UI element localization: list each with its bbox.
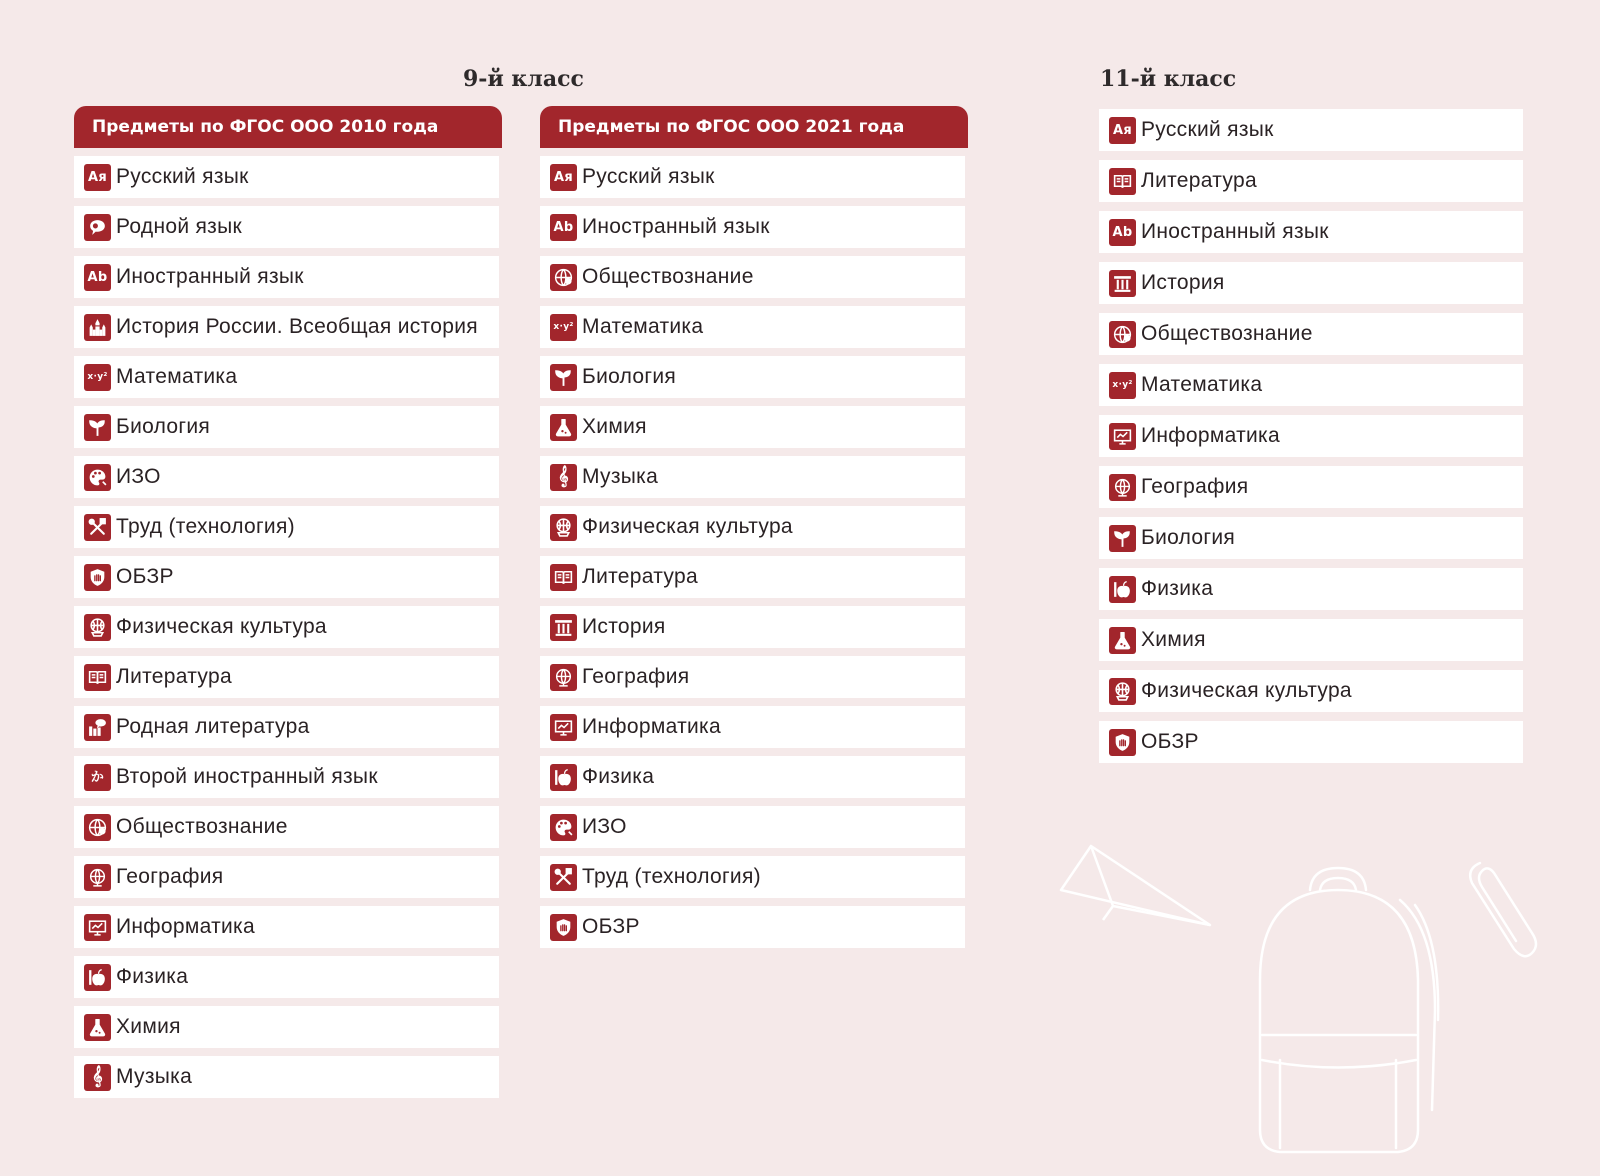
sprout-icon	[84, 414, 111, 441]
fgos2021-item	[540, 556, 965, 598]
book-icon	[1109, 168, 1136, 195]
fgos2021-column	[540, 106, 968, 948]
fgos2010-item-label: Обществознание	[116, 815, 288, 838]
apple-icon	[84, 964, 111, 991]
fgos2021-item	[540, 306, 965, 348]
grade11-item-label: Физическая культура	[1141, 679, 1352, 702]
fgos2010-list	[74, 156, 502, 1098]
shield-hand-icon	[84, 564, 111, 591]
grade11-item-label: Иностранный язык	[1141, 220, 1329, 243]
fgos2010-item	[74, 856, 499, 898]
grade11-item-label: История	[1141, 271, 1225, 294]
fgos2021-item	[540, 256, 965, 298]
fgos2021-item-label: Математика	[582, 315, 704, 338]
basketball-icon	[1109, 678, 1136, 705]
fgos2021-item-label: ОБЗР	[582, 915, 640, 938]
grade11-item-label: География	[1141, 475, 1249, 498]
fgos2010-item	[74, 606, 499, 648]
paper-plane-icon	[1055, 840, 1215, 930]
fgos2021-item-label: Литература	[582, 565, 698, 588]
fgos2010-item-label: Иностранный язык	[116, 265, 304, 288]
fgos2010-item-label: Родная литература	[116, 715, 310, 738]
grade11-item	[1099, 517, 1523, 559]
globe-icon	[550, 664, 577, 691]
fgos2010-item-label: Физическая культура	[116, 615, 327, 638]
globe-people-icon	[1109, 321, 1136, 348]
fgos2010-item-label: Русский язык	[116, 165, 249, 188]
fgos2021-item-label: Химия	[582, 415, 647, 438]
fgos2021-item	[540, 756, 965, 798]
grade11-item	[1099, 364, 1523, 406]
fgos2021-item	[540, 656, 965, 698]
globe-people-icon	[550, 264, 577, 291]
fgos2021-item-label: Труд (технология)	[582, 865, 761, 888]
fgos2021-header: Предметы по ФГОС ООО 2021 года	[540, 106, 968, 148]
grade11-item-label: Математика	[1141, 373, 1263, 396]
apple-icon	[550, 764, 577, 791]
grade11-item-label: Обществознание	[1141, 322, 1313, 345]
fgos2010-item	[74, 256, 499, 298]
fgos2010-item-label: Родной язык	[116, 215, 242, 238]
fgos2010-item-label: Второй иностранный язык	[116, 765, 378, 788]
grade11-title: 11-й класс	[1100, 66, 1237, 92]
fgos2010-item-label: Музыка	[116, 1065, 193, 1088]
flask-icon	[84, 1014, 111, 1041]
fgos2021-item-label: Иностранный язык	[582, 215, 770, 238]
fgos2021-item-label: Физическая культура	[582, 515, 793, 538]
fgos2010-item	[74, 206, 499, 248]
fgos2021-item	[540, 206, 965, 248]
grade11-item-label: Химия	[1141, 628, 1206, 651]
grade9-title: 9-й класс	[463, 66, 584, 92]
fgos2010-item	[74, 156, 499, 198]
fgos2021-item-label: ИЗО	[582, 815, 627, 838]
fgos2010-item-label: Литература	[116, 665, 232, 688]
formula-icon: x·y²	[550, 314, 577, 341]
fgos2010-item-label: Математика	[116, 365, 238, 388]
shield-hand-icon	[1109, 729, 1136, 756]
fgos2021-item	[540, 706, 965, 748]
grade11-column	[1099, 109, 1523, 763]
grade11-item-label: Русский язык	[1141, 118, 1274, 141]
formula-icon: x·y²	[84, 364, 111, 391]
grade11-item-label: ОБЗР	[1141, 730, 1199, 753]
grade11-item-label: Информатика	[1141, 424, 1280, 447]
grade11-item	[1099, 211, 1523, 253]
palette-icon	[550, 814, 577, 841]
books-bubble-icon	[84, 714, 111, 741]
ab-letters-icon: Ab	[550, 214, 577, 241]
column-icon	[1109, 270, 1136, 297]
fgos2021-item-label: Информатика	[582, 715, 721, 738]
sprout-icon	[1109, 525, 1136, 552]
fgos2021-item	[540, 356, 965, 398]
grade11-item-label: Физика	[1141, 577, 1214, 600]
treble-clef-icon: 𝄞	[550, 464, 577, 491]
fgos2010-item	[74, 406, 499, 448]
fgos2021-item	[540, 806, 965, 848]
basketball-icon	[84, 614, 111, 641]
fgos2010-item-label: Информатика	[116, 915, 255, 938]
tools-icon	[550, 864, 577, 891]
grade11-item	[1099, 670, 1523, 712]
fgos2021-item-label: Музыка	[582, 465, 659, 488]
fgos2010-item	[74, 1006, 499, 1048]
fgos2010-item	[74, 1056, 499, 1098]
ru-letters-icon: Ая	[1109, 117, 1136, 144]
flask-icon	[550, 414, 577, 441]
kremlin-icon	[84, 314, 111, 341]
fgos2010-item	[74, 956, 499, 998]
ru-letters-icon: Ая	[84, 164, 111, 191]
fgos2021-item	[540, 406, 965, 448]
backpack-icon	[1240, 860, 1440, 1160]
fgos2021-item	[540, 456, 965, 498]
grade11-item	[1099, 721, 1523, 763]
grade11-item	[1099, 160, 1523, 202]
globe-icon	[84, 864, 111, 891]
ab-letters-icon: Ab	[1109, 219, 1136, 246]
fgos2021-item	[540, 156, 965, 198]
monitor-icon	[84, 914, 111, 941]
globe-icon	[1109, 474, 1136, 501]
grade11-item-label: Литература	[1141, 169, 1257, 192]
fgos2010-item	[74, 506, 499, 548]
tools-icon	[84, 514, 111, 541]
fgos2010-item-label: История России. Всеобщая история	[116, 315, 478, 338]
flask-icon	[1109, 627, 1136, 654]
fgos2010-item-label: Физика	[116, 965, 189, 988]
fgos2010-item	[74, 456, 499, 498]
grade11-item	[1099, 568, 1523, 610]
fgos2021-item-label: Русский язык	[582, 165, 715, 188]
fgos2010-item-label: ИЗО	[116, 465, 161, 488]
fgos2010-item	[74, 656, 499, 698]
kana-icon: か	[84, 764, 111, 791]
apple-icon	[1109, 576, 1136, 603]
fgos2010-header: Предметы по ФГОС ООО 2010 года	[74, 106, 502, 148]
fgos2021-item-label: Физика	[582, 765, 655, 788]
palette-icon	[84, 464, 111, 491]
monitor-icon	[550, 714, 577, 741]
grade11-list	[1099, 109, 1523, 763]
book-icon	[84, 664, 111, 691]
grade11-item	[1099, 619, 1523, 661]
fgos2021-list	[540, 156, 968, 948]
monitor-icon	[1109, 423, 1136, 450]
fgos2010-item	[74, 806, 499, 848]
grade11-item	[1099, 313, 1523, 355]
fgos2021-item	[540, 506, 965, 548]
fgos2010-item-label: Биология	[116, 415, 211, 438]
globe-people-icon	[84, 814, 111, 841]
fgos2021-item-label: История	[582, 615, 666, 638]
fgos2021-item-label: Биология	[582, 365, 677, 388]
fgos2010-column	[74, 106, 502, 1098]
fgos2010-item	[74, 356, 499, 398]
shield-hand-icon	[550, 914, 577, 941]
ab-letters-icon: Ab	[84, 264, 111, 291]
grade11-item	[1099, 262, 1523, 304]
fgos2021-item-label: Обществознание	[582, 265, 754, 288]
ru-letters-icon: Ая	[550, 164, 577, 191]
fgos2010-item-label: Химия	[116, 1015, 181, 1038]
fgos2010-item-label: География	[116, 865, 224, 888]
book-icon	[550, 564, 577, 591]
fgos2010-item	[74, 556, 499, 598]
grade11-item	[1099, 109, 1523, 151]
grade11-item	[1099, 415, 1523, 457]
basketball-icon	[550, 514, 577, 541]
treble-clef-icon: 𝄞	[84, 1064, 111, 1091]
fgos2010-item-label: Труд (технология)	[116, 515, 295, 538]
fgos2010-item	[74, 306, 499, 348]
fgos2021-item	[540, 606, 965, 648]
fgos2010-item	[74, 906, 499, 948]
grade11-item-label: Биология	[1141, 526, 1236, 549]
fgos2021-item	[540, 906, 965, 948]
fgos2010-item	[74, 756, 499, 798]
fgos2021-item	[540, 856, 965, 898]
speech-bubble-icon	[84, 214, 111, 241]
fgos2010-item-label: ОБЗР	[116, 565, 174, 588]
formula-icon: x·y²	[1109, 372, 1136, 399]
column-icon	[550, 614, 577, 641]
fgos2010-item	[74, 706, 499, 748]
sprout-icon	[550, 364, 577, 391]
grade11-item	[1099, 466, 1523, 508]
fgos2021-item-label: География	[582, 665, 690, 688]
paperclip-icon	[1462, 855, 1542, 965]
